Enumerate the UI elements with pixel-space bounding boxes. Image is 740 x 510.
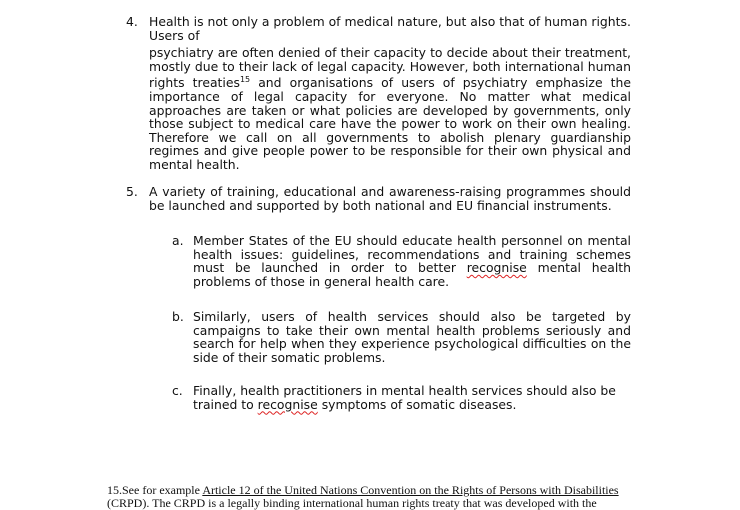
sub-item-text: Similarly, users of health services should also be targeted by campaigns to take their own mental health problems seriously and search for help when they experience psychological difficulties on the side of their somatic problems. (193, 309, 631, 365)
list-item-body-line: mostly due to their lack of legal capacity. However, both international human (149, 58, 631, 74)
sub-item-letter: c. (172, 383, 183, 398)
footnote-ref[interactable]: 15 (239, 75, 251, 85)
footnote-15 (107, 484, 633, 509)
list-item-text (149, 15, 631, 172)
body-text: and organisations of users of psychiatry emphasize the (250, 75, 631, 91)
list-item-body-line (149, 76, 631, 90)
list-item-body-rest: importance of legal capacity for everyone. No matter what medical approaches are taken or what policies are developed by governments, only those subject to medical care have the power to work on their own healing. Therefore we call on all governments to abolish plenary guardianship regimes and give people power to be responsible for their own physical and mental health. (149, 88, 631, 172)
list-item-number: 5. (126, 184, 138, 199)
sub-item-text (193, 234, 631, 288)
footnote-line: (CRPD). The CRPD is a legally binding international human rights treaty that was developed with the (107, 495, 597, 510)
sub-item-letter: a. (172, 233, 184, 248)
body-text: mental health problems of those in general health care. (193, 260, 631, 289)
list-item-text: A variety of training, educational and awareness-raising programmes should be launched and supported by both national and EU financial instruments. (149, 184, 631, 213)
body-text: Finally, health practitioners in mental health services should also be trained to (193, 383, 616, 412)
list-item-lead-line: Health is not only a problem of medical nature, but also that of human rights. (149, 14, 631, 29)
list-item-body-line: psychiatry are often denied of their capacity to decide about their treatment, (149, 45, 631, 61)
spellcheck-flagged-word[interactable]: recognise (257, 396, 318, 412)
spellcheck-flagged-word[interactable]: recognise (466, 260, 527, 276)
sub-item-text (193, 384, 631, 411)
list-item-lead-line: Users of (149, 27, 200, 43)
body-text: symptoms of somatic diseases. (321, 396, 517, 412)
list-item-number: 4. (126, 14, 138, 29)
footnote-link[interactable]: Article 12 of the United Nations Convention on the Rights of Persons with Disabilities (202, 483, 619, 497)
footnote-prefix: 15.See for example (107, 483, 203, 497)
sub-item-letter: b. (172, 309, 184, 324)
body-text: Member States of the EU should educate health personnel on mental health issues: guidelines, recommendations and training schemes must be launched in order to better (193, 233, 631, 276)
body-text: rights treaties (149, 75, 240, 91)
